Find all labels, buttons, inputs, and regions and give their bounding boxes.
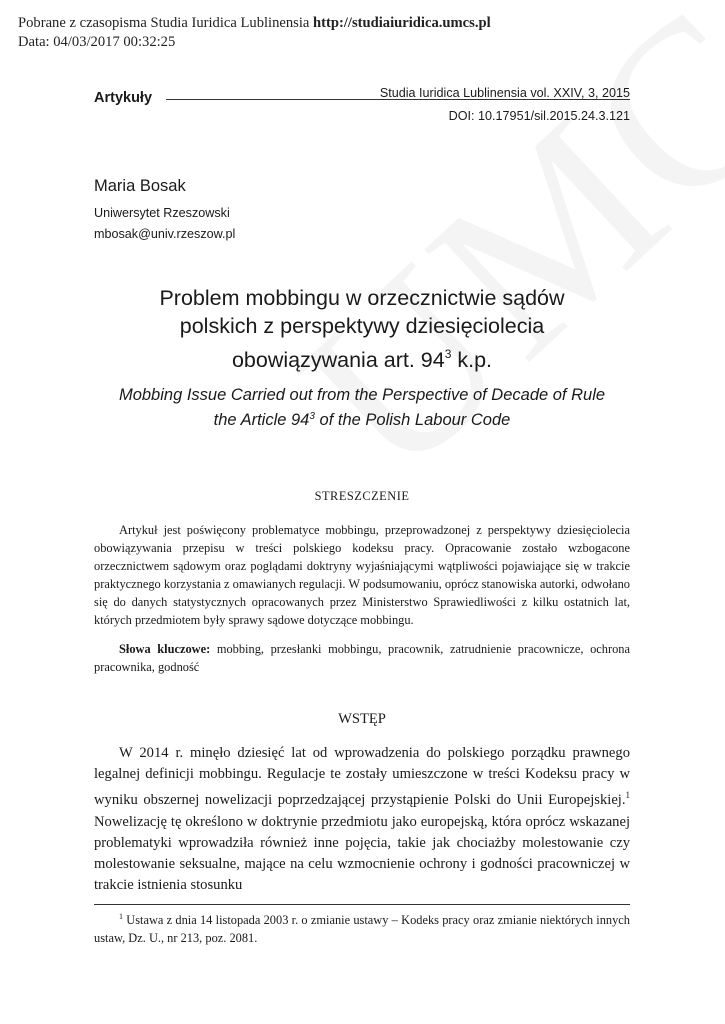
intro-text-end: Nowelizację tę określono w doktrynie przedmiotu jako europejską, która oprócz wskazanej problematyki wprowadziła również inne pojęcia, takie jak chociażby molestowanie czy molestowanie seksualne, mające na celu wzmocnienie ochrony i godności pracowniczej w trakcie istnienia stosunku xyxy=(94,813,630,894)
title-pl-line-2: polskich z perspektywy dziesięciolecia xyxy=(179,314,545,338)
title-en-line-2 xyxy=(80,406,644,431)
intro-text-start: W 2014 r. minęło dziesięć lat od wprowadzenia do polskiego porządku prawnego legalnej definicji mobbingu. Regulacje te zostały umieszczone w treści Kodeksu pracy w wyniku obszernej nowelizacji poprzedzającej przystąpienie Polski do Unii Europejskiej. xyxy=(94,745,630,809)
abstract-heading: STRESZCZENIE xyxy=(314,489,410,503)
journal-info xyxy=(380,82,630,128)
footnote-number: 1 xyxy=(119,912,123,921)
footnote-text: Ustawa z dnia 14 listopada 2003 r. o zmianie ustawy – Kodeks pracy oraz zmianie niektórych innych ustaw, Dz. U., nr 213, poz. 2081. xyxy=(94,913,630,945)
author-email[interactable]: mbosak@univ.rzeszow.pl xyxy=(94,227,236,241)
section-label: Artykuły xyxy=(94,90,153,106)
journal-citation: Studia Iuridica Lublinensia vol. XXIV, 3, 2015 xyxy=(379,86,630,100)
title-pl-line-3 xyxy=(94,340,630,374)
download-date: Data: 04/03/2017 00:32:25 xyxy=(18,34,176,50)
title-en-line-1: Mobbing Issue Carried out from the Perspective of Decade of Rule xyxy=(118,386,606,404)
journal-url-link[interactable]: http://studiaiuridica.umcs.pl xyxy=(313,15,491,31)
umcs-watermark xyxy=(250,0,725,527)
doi: DOI: 10.17951/sil.2015.24.3.121 xyxy=(448,109,630,123)
intro-heading: WSTĘP xyxy=(338,711,386,727)
author-affiliation: Uniwersytet Rzeszowski xyxy=(94,206,230,220)
title-en-line-2-end: of the Polish Labour Code xyxy=(314,411,511,429)
title-pl-superscript: 3 xyxy=(444,347,452,361)
footnote xyxy=(94,908,630,947)
author-block xyxy=(94,177,235,245)
title-pl-line-3-end: k.p. xyxy=(451,348,493,372)
download-note xyxy=(18,14,491,52)
title-english xyxy=(80,384,644,431)
footnote-divider xyxy=(94,904,630,905)
title-en-line-2-text: the Article 94 xyxy=(213,411,310,429)
title-en-superscript: 3 xyxy=(309,411,315,422)
download-source-line xyxy=(18,14,491,33)
keywords-label: Słowa kluczowe: xyxy=(119,642,211,656)
intro-paragraph xyxy=(94,743,630,896)
title-pl-line-3-text: obowiązywania art. 94 xyxy=(231,348,445,372)
title-pl-line-1: Problem mobbingu w orzecznictwie sądów xyxy=(159,286,565,310)
footnote-reference[interactable]: 1 xyxy=(625,790,630,801)
title-polish xyxy=(94,284,630,374)
keywords-list: mobbing, przesłanki mobbingu, pracownik, zatrudnienie pracownicze, ochrona pracownika, godność xyxy=(94,642,630,674)
keywords xyxy=(94,640,630,676)
download-source-text: Pobrane z czasopisma Studia Iuridica Lublinensia xyxy=(18,15,314,31)
author-name: Maria Bosak xyxy=(94,177,186,195)
abstract-text: Artykuł jest poświęcony problematyce mobbingu, przeprowadzonej z perspektywy dziesięciolecia obowiązywania przepisu w treści polskiego kodeksu pracy. Opracowanie zostało wzbogacone orzecznictwem sądowym oraz poglądami doktryny wyjaśniającymi wątpliwości pojawiające się w trakcie praktycznego korzystania z omawianych regulacji. W podsumowaniu, oprócz stanowiska autorki, odwołano się do danych statystycznych opracowanych przez Ministerstwo Sprawiedliwości z kilku ostatnich lat, których przedmiotem były sprawy sądowe dotyczące mobbingu. xyxy=(94,523,630,627)
